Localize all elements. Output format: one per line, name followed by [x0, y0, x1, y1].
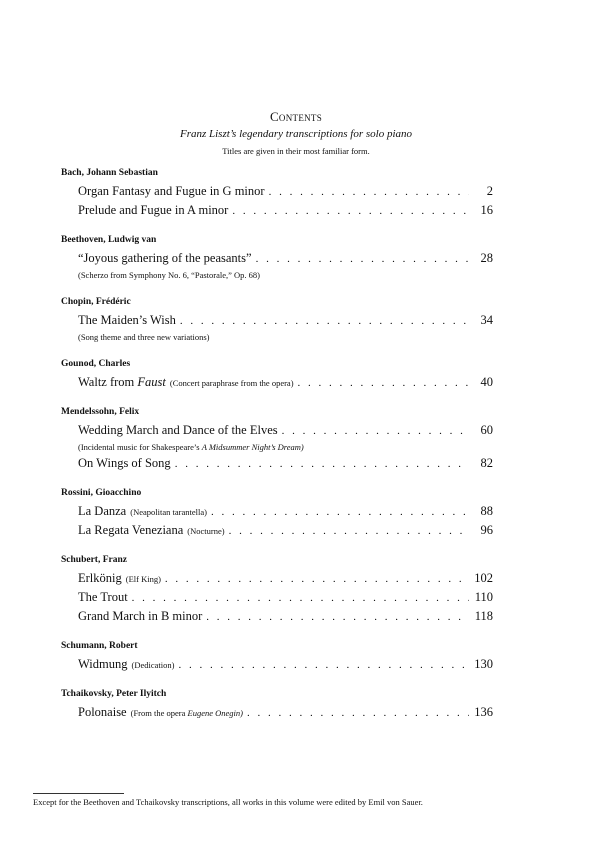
footnote-rule [33, 793, 124, 794]
entry-title-italic: Faust [137, 375, 166, 389]
entry-title [78, 249, 252, 268]
entry-title-text: The Maiden’s Wish [78, 313, 176, 327]
page-number: 88 [480, 504, 493, 518]
entry-subtitle-text: (Dedication) [131, 660, 175, 670]
page-number: 28 [480, 251, 493, 265]
toc-entry[interactable] [78, 249, 493, 268]
entry-subtitle-text: (Neapolitan tarantella) [130, 507, 207, 517]
toc-entry[interactable] [78, 502, 493, 521]
entry-note-text: (Song theme and three new variations) [78, 332, 210, 342]
entry-subtitle-text: (From the opera [130, 708, 186, 718]
entry-title [78, 421, 278, 440]
entry-title [78, 502, 126, 521]
entry-title-text: Organ Fantasy and Fugue in G minor [78, 184, 265, 198]
dot-leader [232, 202, 469, 221]
entry-title [78, 521, 183, 540]
entry-subtitle-italic: Eugene Onegin) [187, 708, 243, 718]
entry-title [78, 607, 202, 626]
page-number: 110 [474, 590, 493, 604]
toc-entry[interactable] [78, 373, 493, 392]
entry-title [78, 454, 171, 473]
page-number: 34 [480, 313, 493, 327]
entry-note-text: (Incidental music for Shakespeare’s [78, 442, 200, 452]
dot-leader [180, 312, 469, 331]
contents-title: Contents [269, 109, 323, 124]
entry-title-text: On Wings of Song [78, 456, 171, 470]
entry-title-text: Wedding March and Dance of the Elves [78, 423, 278, 437]
entry-note-italic: A Midsummer Night’s Dream) [201, 442, 304, 452]
entry-title-text: Grand March in B minor [78, 609, 203, 623]
page-number: 16 [480, 203, 493, 217]
entry-title-text: Prelude and Fugue in A minor [78, 203, 229, 217]
dot-leader [211, 503, 469, 522]
entry-title-text: Polonaise [78, 705, 127, 719]
dot-leader [165, 570, 469, 589]
entry-subtitle-text: (Concert paraphrase from the opera) [169, 378, 294, 388]
dot-leader [175, 455, 469, 474]
toc-entry[interactable] [78, 182, 493, 201]
dot-leader [282, 422, 469, 441]
toc-entry[interactable] [78, 588, 493, 607]
entry-title-text: “Joyous gathering of the peasants” [78, 251, 252, 265]
toc-entry[interactable] [78, 521, 493, 540]
toc-entry[interactable] [78, 201, 493, 220]
toc-entry[interactable] [78, 421, 493, 440]
contents-subtitle: Franz Liszt’s legendary transcriptions for solo piano [179, 128, 413, 140]
page-number: 96 [480, 523, 493, 537]
toc-entry[interactable] [78, 569, 493, 588]
entry-subtitle-text: (Elf King) [125, 574, 161, 584]
entry-subtitle [170, 374, 294, 393]
entry-note-text: (Scherzo from Symphony No. 6, “Pastorale,” Op. 68) [78, 270, 261, 280]
page-number: 130 [474, 657, 493, 671]
entry-subtitle [131, 704, 243, 723]
toc-entry[interactable] [78, 454, 493, 473]
dot-leader [178, 656, 469, 675]
dot-leader [229, 522, 469, 541]
page-number: 118 [474, 609, 493, 623]
page-number: 136 [474, 705, 493, 719]
entry-note [78, 440, 493, 454]
entry-title-text: Widmung [78, 657, 128, 671]
composer-heading: Bach, Johann Sebastian [61, 168, 158, 178]
entry-subtitle [132, 656, 175, 675]
composer-heading: Gounod, Charles [61, 359, 131, 369]
composer-heading: Chopin, Frédéric [61, 297, 131, 307]
dot-leader [256, 250, 469, 269]
composer-heading: Schubert, Franz [61, 555, 127, 565]
entry-title [78, 655, 128, 674]
page-number: 82 [480, 456, 493, 470]
contents-note: Titles are given in their most familiar form. [222, 146, 370, 156]
footnote: Except for the Beethoven and Tchaikovsky transcriptions, all works in this volume were edited by Emil von Sauer. [33, 797, 423, 807]
page-number: 102 [474, 571, 493, 585]
entry-subtitle-text: (Nocturne) [187, 526, 225, 536]
composer-heading: Rossini, Gioacchino [61, 488, 142, 498]
dot-leader [247, 704, 469, 723]
entry-subtitle [126, 570, 161, 589]
entry-note [78, 268, 493, 282]
entry-title-text: Erlkönig [78, 571, 122, 585]
entry-title [78, 373, 166, 392]
entry-title [78, 703, 127, 722]
dot-leader [269, 183, 469, 202]
composer-heading: Schumann, Robert [61, 641, 138, 651]
composer-heading: Tchaikovsky, Peter Ilyitch [61, 689, 167, 699]
toc-entry[interactable] [78, 607, 493, 626]
dot-leader [206, 608, 469, 627]
entry-title-text: La Regata Veneziana [78, 523, 184, 537]
composer-heading: Mendelssohn, Felix [61, 407, 140, 417]
entry-title [78, 182, 265, 201]
page-number: 2 [486, 184, 493, 198]
page-number: 40 [480, 375, 493, 389]
dot-leader [298, 374, 469, 393]
entry-note [78, 330, 493, 344]
table-of-contents [61, 165, 493, 722]
entry-subtitle [187, 522, 224, 541]
entry-subtitle [130, 503, 207, 522]
entry-title [78, 569, 122, 588]
entry-title-text: The Trout [78, 590, 128, 604]
toc-entry[interactable] [78, 311, 493, 330]
entry-title-text: La Danza [78, 504, 127, 518]
composer-heading: Beethoven, Ludwig van [61, 235, 157, 245]
dot-leader [132, 589, 469, 608]
page-number: 60 [480, 423, 493, 437]
entry-title [78, 588, 128, 607]
entry-title [78, 201, 228, 220]
entry-title [78, 311, 176, 330]
entry-title-text: Waltz from [78, 375, 135, 389]
toc-entry[interactable] [78, 703, 493, 722]
toc-entry[interactable] [78, 655, 493, 674]
